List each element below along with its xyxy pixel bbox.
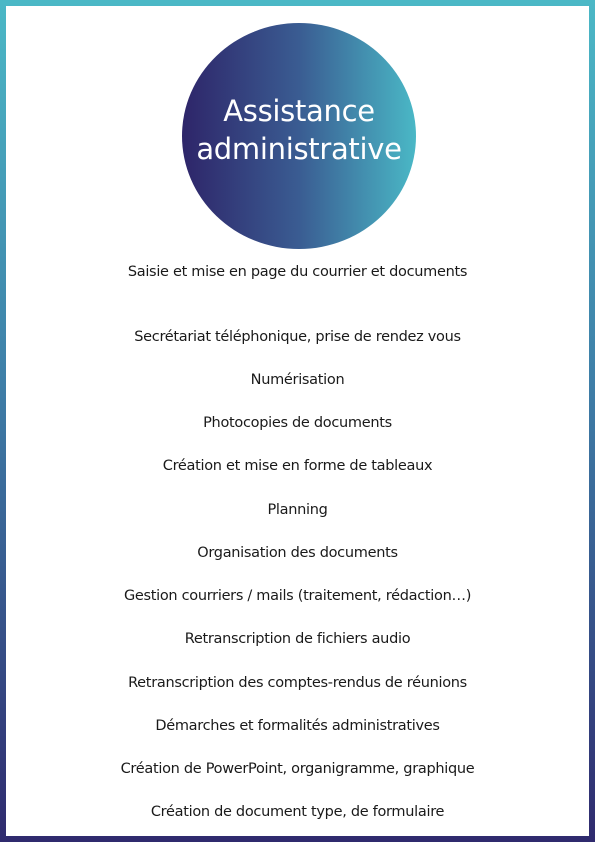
service-item-photocopies: Photocopies de documents — [203, 415, 392, 431]
service-item-document-type: Création de document type, de formulaire — [150, 804, 445, 820]
service-item-retranscription-reunions: Retranscription des comptes-rendus de réunions — [128, 675, 467, 691]
service-item-gestion-courriers: Gestion courriers / mails (traitement, rédaction…) — [123, 588, 472, 604]
service-item-retranscription-audio: Retranscription de fichiers audio — [184, 631, 411, 647]
service-item-tableaux: Création et mise en forme de tableaux — [162, 458, 433, 474]
service-item-powerpoint: Création de PowerPoint, organigramme, graphique — [120, 761, 475, 777]
title-line-1: Assistance — [223, 94, 375, 128]
service-item-demarches: Démarches et formalités administratives — [155, 718, 440, 734]
service-item-numerisation: Numérisation — [250, 372, 345, 388]
title-line-2: administrative — [196, 132, 402, 166]
service-item-organisation: Organisation des documents — [197, 545, 398, 561]
page-sheet — [6, 6, 589, 836]
service-item-saisie: Saisie et mise en page du courrier et documents — [127, 264, 468, 280]
service-item-planning: Planning — [267, 502, 328, 518]
title-circle-badge — [182, 23, 416, 249]
service-item-secretariat: Secrétariat téléphonique, prise de rendez vous — [134, 329, 461, 345]
